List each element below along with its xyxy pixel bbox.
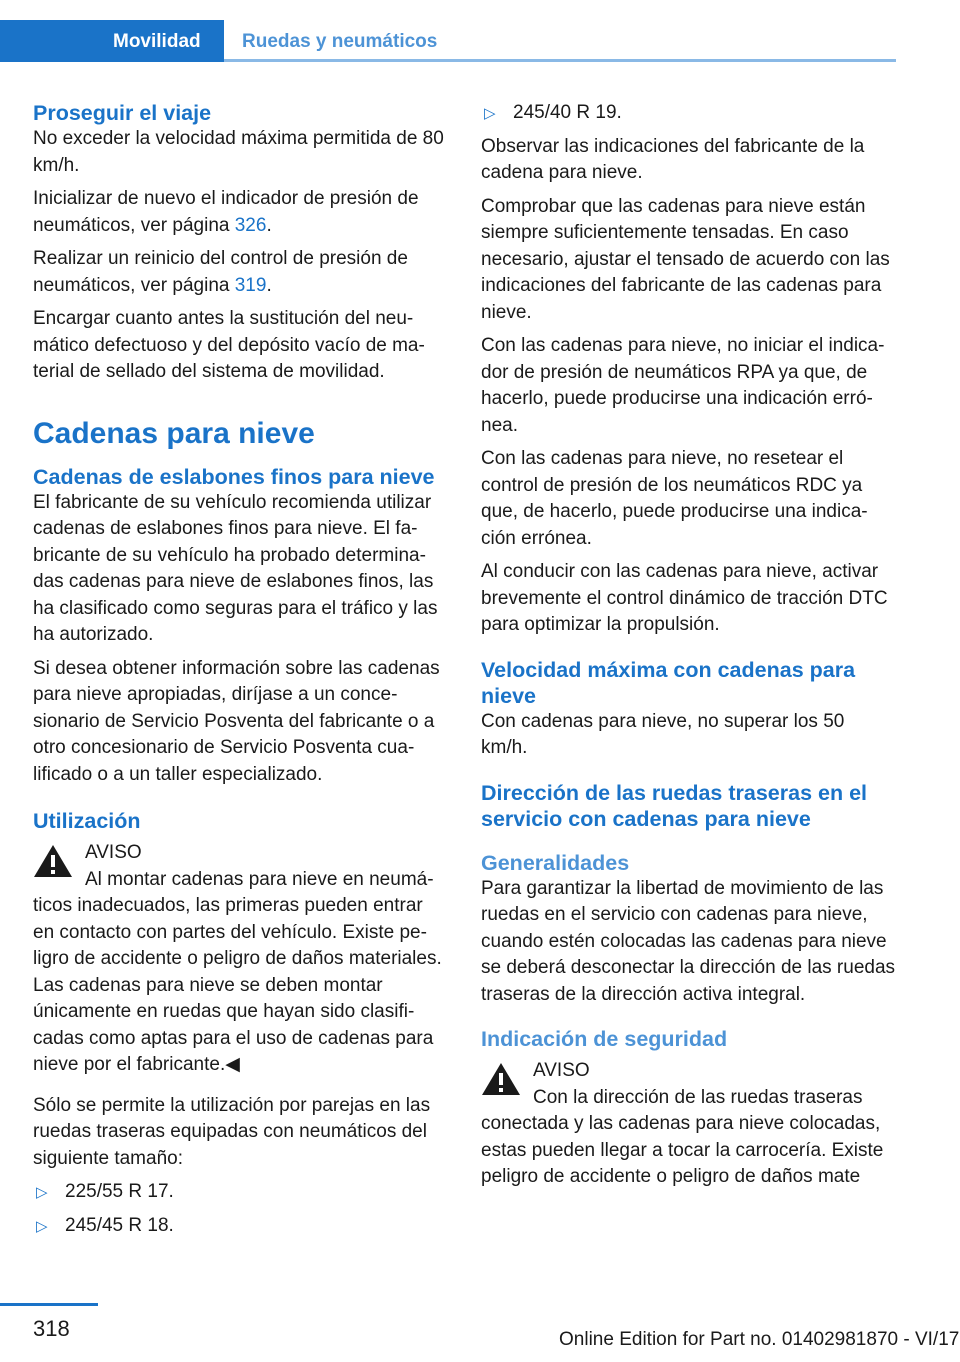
paragraph: No exceder la velocidad máxima permitida de 80 km/h. [33,128,444,176]
bullet-triangle-icon: ▷ [484,105,496,122]
warning-title: AVISO [533,1060,590,1081]
warning-box [33,840,448,1079]
warning-text: Con la dirección de las ruedas traseras conectada y las cadenas para nieve colocadas, estas pueden llegar a tocar la carrocería. Existe peligro de accidente o peligro de daños mate [481,1086,884,1187]
list-item: ▷ 245/45 R 18. [33,1213,448,1240]
paragraph: Para garantizar la libertad de movimiento de las ruedas en el servicio con cadenas para nieve, cuando estén colocadas las cadenas para nieve se deberá desconectar la dirección de las ruedas traseras de la dirección activa integral. [481,877,896,1005]
page-link[interactable]: 319 [234,274,267,296]
page-header [0,0,960,62]
section-tab-active: Movilidad [0,20,224,62]
heading-velocidad: Velocidad máxima con cadenas para nieve [481,657,856,708]
heading-generalidades: Generalidades [481,850,630,875]
paragraph: Con las cadenas para nieve, no resetear el control de presión de los neumáticos RDC ya que, de hacerlo, puede producirse una indicación errónea. [481,448,868,549]
paragraph: El fabricante de su vehículo recomienda utilizar cadenas de eslabones finos para nieve. El fabricante de su vehículo ha probado determinadas cadenas para nieve de eslabones finos, las ha clasificado como seguras para el tráfico y las ha autorizado. [33,491,438,645]
warning-triangle-icon [481,1062,521,1096]
paragraph: Con las cadenas para nieve, no iniciar el indicador de presión de neumáticos RPA ya que, de hacerlo, puede producirse una indicación errónea. [481,335,885,436]
header-rule [224,59,896,62]
tire-size-list [481,100,896,127]
warning-title: AVISO [85,842,142,863]
edition-note: Online Edition for Part no. 01402981870 - VI/17 [559,1329,960,1350]
list-item: ▷ 225/55 R 17. [33,1179,448,1206]
paragraph: Comprobar que las cadenas para nieve están siempre suficientemente tensadas. En caso necesario, ajustar el tensado de acuerdo con las indicaciones del fabricante de las cadenas para nieve. [481,195,890,323]
heading-proseguir: Proseguir el viaje [33,101,212,125]
tire-size-list [33,1179,448,1239]
bullet-triangle-icon: ▷ [36,1184,48,1201]
heading-cadenas: Cadenas para nieve [33,416,315,450]
paragraph: Observar las indicaciones del fabricante de la cadena para nieve. [481,135,865,183]
paragraph: Inicializar de nuevo el indicador de presión de neumáticos, ver página 326. [33,188,419,236]
paragraph: Encargar cuanto antes la sustitución del neumático defectuoso y del depósito vacío de material de sellado del sistema de movilidad. [33,308,425,382]
warning-text: Al montar cadenas para nieve en neumáticos inadecuados, las primeras pueden entrar en contacto con partes del vehículo. Existe peligro de accidente o peligro de daños materiales. Las cadenas para nieve se deben montar únicamente en ruedas que hayan sido clasificadas como aptas para el uso de cadenas para nieve por el fabricante.◀ [33,868,442,1075]
heading-utilizacion: Utilización [33,809,141,833]
paragraph: Con cadenas para nieve, no superar los 50 km/h. [481,710,845,758]
left-column [33,100,448,1246]
footer-rule [0,1303,98,1306]
page-link[interactable]: 326 [234,214,267,236]
right-column [481,100,896,1198]
warning-triangle-icon [33,844,73,878]
bullet-triangle-icon: ▷ [36,1217,48,1235]
paragraph: Al conducir con las cadenas para nieve, activar brevemente el control dinámico de tracción DTC para optimizar la propulsión. [481,561,888,635]
page-number: 318 [33,1316,70,1341]
paragraph: Sólo se permite la utilización por parejas en las ruedas traseras equipadas con neumáticos del siguiente tamaño: [33,1094,431,1169]
heading-eslabones: Cadenas de eslabones finos para nieve [33,464,435,489]
heading-direccion: Dirección de las ruedas traseras en el servicio con cadenas para nieve [481,780,868,831]
paragraph: Si desea obtener información sobre las cadenas para nieve apropiadas, diríjase a un concesionario de Servicio Posventa del fabricante o a otro concesionario de Servicio Posventa cualificado o a un taller especializado. [33,657,440,785]
heading-seguridad: Indicación de seguridad [481,1027,728,1051]
warning-box [481,1058,896,1191]
paragraph: Realizar un reinicio del control de presión de neumáticos, ver página 319. [33,248,408,296]
list-item: ▷ 245/40 R 19. [481,100,896,127]
section-tab-chapter: Ruedas y neumáticos [242,31,438,52]
